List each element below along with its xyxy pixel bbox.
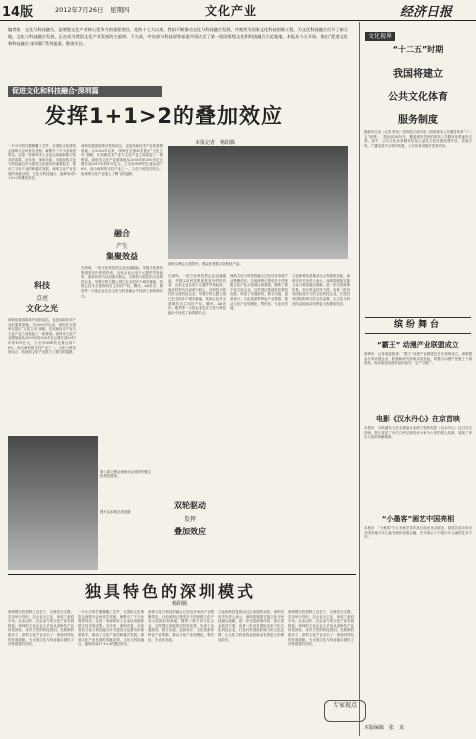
page-header — [0, 0, 476, 21]
right-headline-4: 服务制度 — [398, 115, 438, 126]
article-column-e: 文化和科技是推动社会发展的双轮。深圳市有关负责人表示，深圳将继续实施文化与科技融合战略，进一步完善政策体系，加大资金扶持力度，培育一批具有国际竞争力的文化科技企业，打造具有国际影响力的文化品牌，让文化与科技的双轮驱动发挥更大的叠加效应。 — [292, 274, 350, 306]
exhibition-hall-photo — [168, 146, 348, 259]
subhead-tech-sub: 点亮 — [35, 295, 48, 302]
banner-title: 缤纷舞台 — [365, 317, 471, 334]
subhead-cluster: 集聚效益 — [106, 252, 138, 261]
bottom-byline: 杨阳腾 — [172, 601, 188, 607]
right-article-4: 本报讯 “小墨客”少儿书画艺术作品日前在北京展出。展览共展出来自全国各地少年儿童书画作品数百幅，充分展示了中国少年儿童的艺术才华。 — [364, 526, 472, 540]
newspaper-name: 经济日报 — [400, 5, 453, 20]
right-article4-title: “小墨客”画艺中国亮相 — [381, 515, 455, 523]
bottom-article-col1: 深圳模式的独特之处在于，以科技为支撑，以市场为导向，以企业为主体，形成了政府引导、企业运作、社会参与的文化产业发展格局。深圳的文化企业大多是从高科技产业转型而来，具有天然的科技基因。在政策的推动下，深圳文化产业走出了一条独具特色的发展道路，为全国文化与科技融合提供了可资借鉴的经验。 — [8, 610, 74, 647]
right-article3-title: 电影《汉水丹心》在京首映 — [376, 415, 460, 423]
bottom-article-col2: 一只小巧的打磨精雕工艺件，在国际文化博览会深圳分会场首次亮相，就吸引了不少参观者驻足。这是一家深圳本土企业运用最新数字技术的成果。近年来，深圳市委、市政府将文化与科技融合作为建设文化强市的重要抓手，推动了文化产业的跨越式发展。深圳文化产业发展的成就证明，文化与科技融合，能够形成1+1>2的叠加效应。 — [78, 610, 144, 647]
bottom-article-col3: 深圳文化与科技的融合已经初步形成产业集聚效应。目前深圳已建成多个国家级文化产业示范园区和基地，聚集了数千家文化企业。这些园区基地依托科技优势，形成了动漫游戏、数字出版、创意设计、文化旅游等特色产业集群，推动文化产业规模化、集约化、专业化发展。 — [148, 610, 214, 642]
article-column-a: 一只小巧的打磨精雕工艺件，在国际文化博览会深圳分会场首次亮相，就吸引了不少参观者驻足。这是一家深圳本土企业运用最新数字技术的成果。近年来，深圳市委、市政府将文化与科技融合作为建设文化强市的重要抓手，推动了文化产业的跨越式发展。深圳文化产业发展的成就证明，文化与科技融合，能够形成1+1>2的叠加效应。 — [8, 144, 76, 181]
main-headline: 发挥1+1>2的叠加效应 — [45, 104, 284, 128]
subhead-culture-light: 文化之光 — [26, 304, 58, 313]
section-title: 文化产业 — [205, 4, 258, 18]
right-headline-3: 公共文化体育 — [388, 92, 448, 103]
subhead-exert: 发挥 — [183, 516, 196, 523]
subhead-overlap: 叠加效应 — [174, 527, 206, 536]
exhibition-pavilion-photo — [8, 436, 98, 570]
article-column-b2: 在深圳，一批文化科技型企业迅速崛起。华强文化科技集团是其中的佼佼者，这家企业从电子元器件贸易起家，逐步转型为以创意为核心、以科技为依托的文化科技企业。华强方特主题公园已在全国多个城市落地，其核心技术全部拥有自主知识产权。腾讯、A8音乐、雅昌等一大批企业也在文化与科技融合中找到了新的增长点。 — [81, 266, 163, 298]
editor-note-text: 编者按 文化与科技融合，是增强文化产业核心竞争力的重要途径。党的十七大以来，我国不断推动文化与科技融合发展，并被列为国家文化科技创新工程，为文化科技融合打开了新天地。文化与科技融合发展，正在成为我国文化产业发展的主旋律。不久前，中宣部与科技部等部委共同认定了第一批国家级文化和科技融合示范基地。本报从今天开始，推出“促进文化和科技融合·深圳篇”系列报道，敬请关注。 — [8, 27, 348, 46]
subhead-produce: 产生 — [115, 243, 128, 250]
article-column-c: 在深圳，一批文化科技型企业迅速崛起。华强文化科技集团是其中的佼佼者，这家企业从电子元器件贸易起家，逐步转型为以创意为核心、以科技为依托的文化科技企业。华强方特主题公园已在全国多个城市落地，其核心技术全部拥有自主知识产权。腾讯、A8音乐、雅昌等一大批企业也在文化与科技融合中找到了新的增长点。 — [168, 274, 226, 315]
issue-date: 2012年7月26日 星期四 — [55, 6, 130, 14]
right-headline-1: “十二五”时期 — [392, 45, 444, 54]
byline: 本报记者 杨阳腾 — [195, 140, 236, 146]
right-article-2: 深圳讯 记者周雷报道：“霸王”动漫产业联盟近日在深圳成立。该联盟由多家动漫企业、院校和研究机构共同发起，将整合动漫产业链上下游资源，推动原创动漫作品的创作、生产与推广。 — [364, 352, 472, 366]
page-footer-editor: 本版编辑 张 龙 — [364, 725, 405, 731]
right-article-1: 据新华社电（记者 张东）国务院日前印发《国家基本公共服务体系“十二五”规划》，提出到2015年，覆盖城乡居民的基本公共服务体系逐步完善。其中，公共文化体育服务包括公益性文化设施免费开放、送地方戏、广播电视节目收听收看、公共体育设施开放等内容。 — [364, 130, 472, 148]
editor-note — [8, 27, 348, 81]
bottom-headline: 独具特色的深圳模式 — [85, 582, 257, 601]
photo-caption-credit: 图片由本报记者拍摄 — [100, 510, 131, 514]
right-article-3: 本报讯 反映湖北人民支援南水北调工程的电影《汉水丹心》近日在京首映。影片讲述了丹江口库区移民舍小家为大家的感人故事，展现了库区人民的奉献精神。 — [364, 426, 472, 440]
article-column-d: 深圳文化与科技的融合已经初步形成产业集聚效应。目前深圳已建成多个国家级文化产业示范园区和基地，聚集了数千家文化企业。这些园区基地依托科技优势，形成了动漫游戏、数字出版、创意设计、文化旅游等特色产业集群，推动文化产业规模化、集约化、专业化发展。 — [230, 274, 288, 311]
expert-view-stamp: 专家视点 — [324, 700, 366, 722]
right-article2-title: “霸王” 动漫产业联盟成立 — [377, 341, 459, 349]
right-section-tag: 文化视界 — [365, 32, 395, 41]
article-column-b: 深圳是我国改革开放的前沿，也是高新技术产业的重要基地。自2003年以来，深圳在全国率先提出“文化立市”战略，在高新技术产业与文化产业之间架起了一座桥梁。深圳市文化产业增加值从2003年的200多亿元增长到2011年的875亿元，占全市GDP的比重达到7.6%，成为深圳的支柱产业之一。文化与科技的结合，给深圳文化产业插上了腾飞的翅膀。 — [81, 144, 163, 176]
article-column-a2: 深圳是我国改革开放的前沿，也是高新技术产业的重要基地。自2003年以来，深圳在全国率先提出“文化立市”战略，在高新技术产业与文化产业之间架起了一座桥梁。深圳市文化产业增加值从2003年的200多亿元增长到2011年的875亿元，占全市GDP的比重达到7.6%，成为深圳的支柱产业之一。文化与科技的结合，给深圳文化产业插上了腾飞的翅膀。 — [8, 318, 76, 355]
divider-bottom — [8, 574, 356, 575]
photo-caption-left: 第八届文博会深圳分会场的华强文化科技展馆。 — [100, 470, 151, 479]
photo-caption-top: 深圳文博会主展馆内，观众在观看文化科技产品。 — [168, 262, 243, 266]
bottom-article-col4: 文化和科技是推动社会发展的双轮。深圳市有关负责人表示，深圳将继续实施文化与科技融合战略，进一步完善政策体系，加大资金扶持力度，培育一批具有国际竞争力的文化科技企业，打造具有国际影响力的文化品牌，让文化与科技的双轮驱动发挥更大的叠加效应。 — [218, 610, 284, 642]
series-tag: 促进文化和科技融合·深圳篇 — [8, 86, 162, 97]
page-number: 14版 — [2, 5, 34, 20]
subhead-fusion: 融合 — [114, 229, 130, 238]
right-headline-2: 我国将建立 — [393, 69, 443, 80]
subhead-twowheel: 双轮驱动 — [174, 501, 206, 510]
bottom-article-col5: 深圳模式的独特之处在于，以科技为支撑，以市场为导向，以企业为主体，形成了政府引导、企业运作、社会参与的文化产业发展格局。深圳的文化企业大多是从高科技产业转型而来，具有天然的科技基因。在政策的推动下，深圳文化产业走出了一条独具特色的发展道路，为全国文化与科技融合提供了可资借鉴的经验。 — [288, 610, 354, 647]
subhead-tech: 科技 — [34, 281, 50, 290]
right-column-divider — [359, 22, 360, 736]
